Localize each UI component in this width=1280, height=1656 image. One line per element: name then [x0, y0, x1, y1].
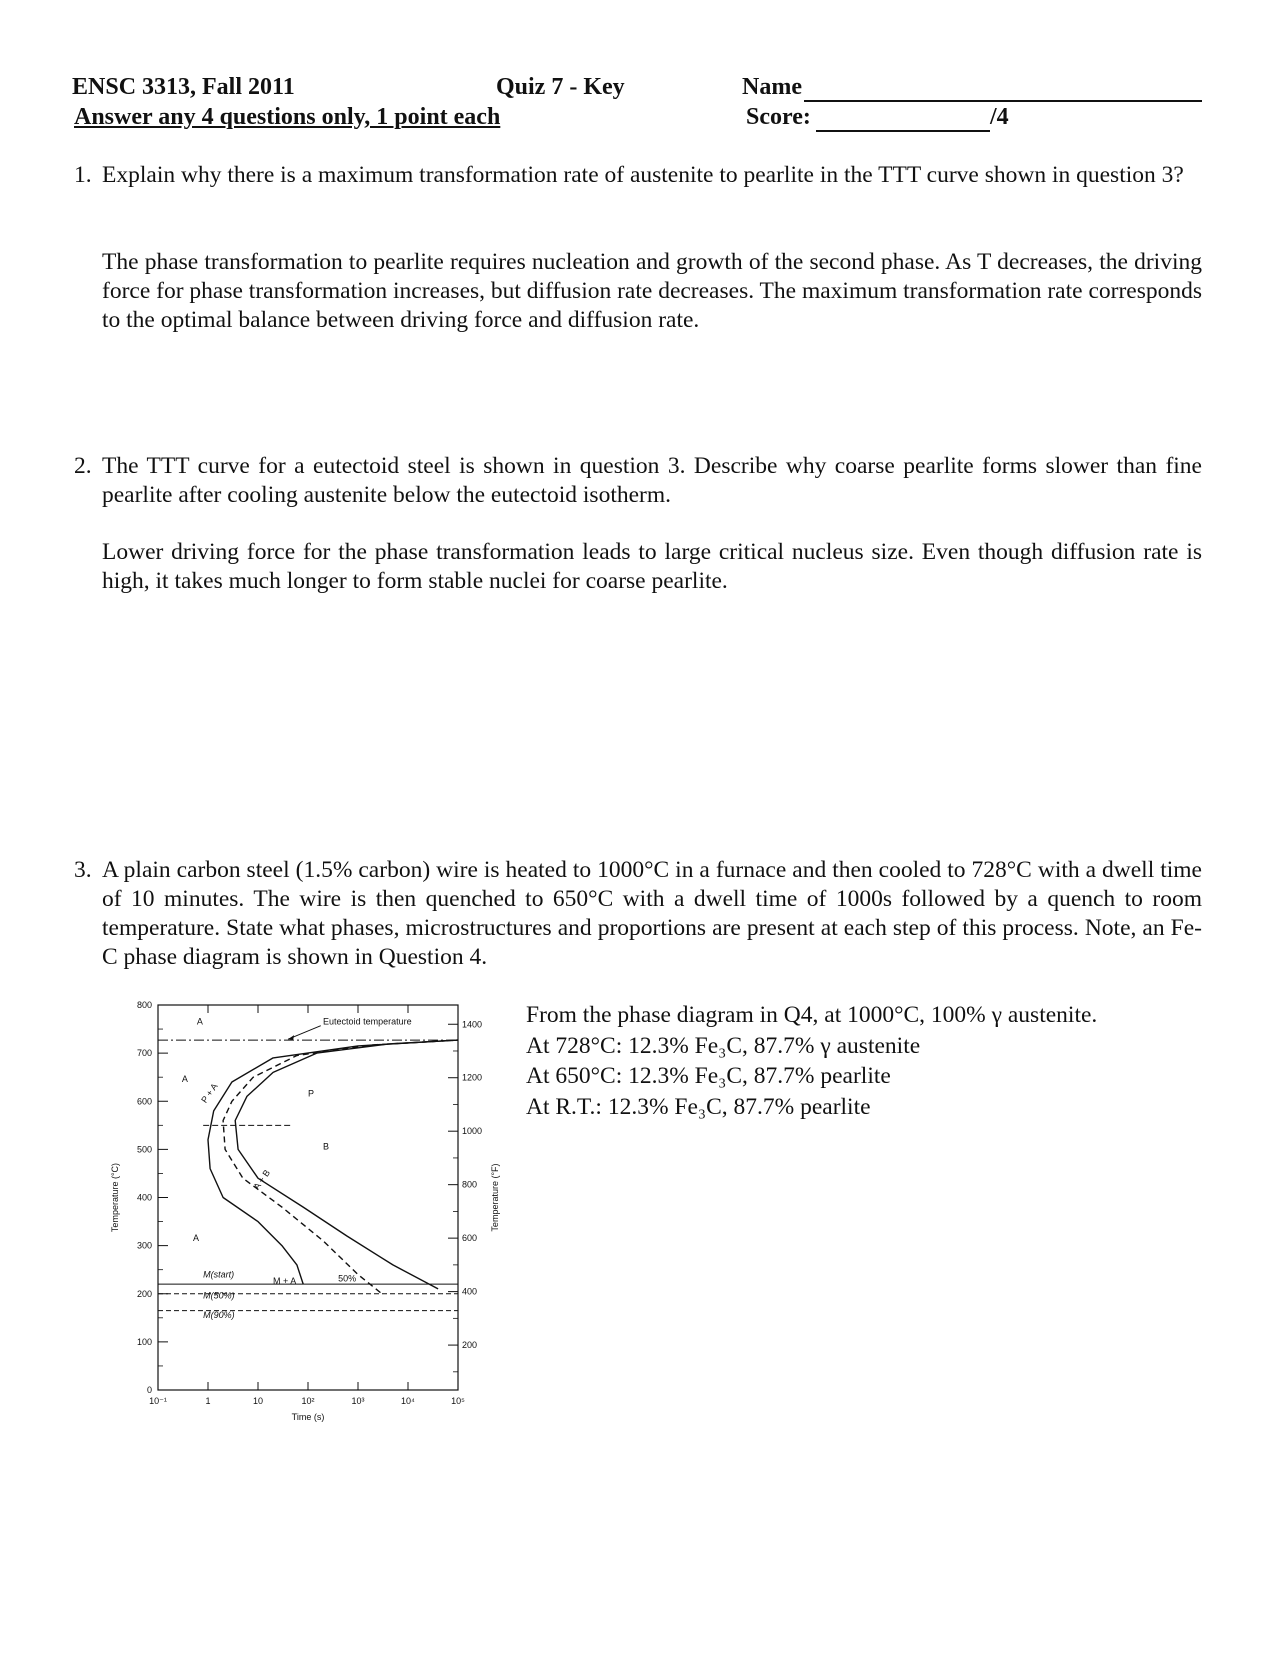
region-label: A [192, 1232, 199, 1243]
plot-frame [158, 1005, 458, 1390]
region-label: 50% [338, 1273, 357, 1284]
y2-tick-label: 600 [462, 1233, 478, 1244]
x-tick-label: 10⁴ [401, 1396, 415, 1406]
region-label: M + A [273, 1276, 297, 1287]
x-tick-label: 10² [301, 1396, 315, 1406]
x-tick-label: 1 [205, 1396, 211, 1406]
y2-tick-label: 1400 [462, 1019, 483, 1030]
answer-1: The phase transformation to pearlite requires nucleation and growth of the second phase. As T decreases, the driving force for phase transformation increases, but diffusion rate decreases. The maximum transformation rate corresponds to the optimal balance between driving force and diffusion rate. [102, 249, 1202, 333]
y-tick-label: 800 [136, 1000, 152, 1010]
answer-3-line-1: From the phase diagram in Q4, at 1000°C, 100% γ austenite. [526, 1002, 1098, 1028]
y-tick-label: 0 [146, 1385, 152, 1395]
y-tick-label: 700 [136, 1048, 152, 1059]
y2-tick-label: 800 [462, 1179, 478, 1190]
x-tick-label: 10⁵ [451, 1396, 465, 1406]
score-total: /4 [990, 104, 1009, 130]
x-tick-label: 10 [252, 1396, 264, 1406]
answer-3-line-2: At 728°C: 12.3% Fe₃C, 87.7% γ austenite [526, 1032, 921, 1059]
y-tick-label: 400 [136, 1192, 152, 1203]
x-axis-label: Time (s) [291, 1412, 325, 1422]
region-label: M(90%) [203, 1309, 235, 1320]
region-label: B [323, 1141, 330, 1152]
eutectoid-label: Eutectoid temperature [323, 1016, 412, 1027]
y-tick-label: 200 [136, 1288, 152, 1299]
y-tick-label: 100 [136, 1336, 152, 1347]
question-2-text: The TTT curve for a eutectoid steel is shown in question 3. Describe why coarse pearlite forms slower than fine pearlite after cooling austenite below the eutectoid isotherm. [102, 453, 1202, 508]
quiz-title: Quiz 7 - Key [496, 74, 625, 100]
curve-start [208, 1040, 458, 1287]
question-2-number: 2. [74, 453, 92, 479]
name-label: Name [742, 74, 802, 100]
y2-tick-label: 1000 [462, 1126, 483, 1137]
answer-3-line-3: At 650°C: 12.3% Fe₃C, 87.7% pearlite [526, 1063, 891, 1089]
region-label: P + A [199, 1081, 220, 1105]
region-label: P [308, 1088, 315, 1099]
region-label: A + B [251, 1167, 273, 1192]
question-3-text: A plain carbon steel (1.5% carbon) wire is heated to 1000°C in a furnace and then cooled to 728°C with a dwell time of 10 minutes. The wire is then quenched to 650°C with a dwell time of 1000s followed by a quench to room temperature. State what phases, microstructures and proportions are present at each step of this process. Note, an Fe-C phase diagram is shown in Question 4. [102, 857, 1202, 970]
y2-tick-label: 1200 [462, 1072, 483, 1083]
x-tick-label: 10⁻¹ [149, 1396, 167, 1406]
region-label: M(50%) [203, 1290, 235, 1301]
question-3-number: 3. [74, 857, 92, 883]
score-field[interactable] [816, 130, 990, 132]
name-field[interactable] [804, 100, 1202, 102]
score-label: Score: [746, 104, 811, 130]
eutectoid-arrowhead [288, 1035, 294, 1040]
question-3 [74, 856, 1202, 972]
y2-axis-label: Temperature (°F) [490, 1163, 500, 1232]
question-1-number: 1. [74, 162, 92, 188]
region-label: A [181, 1074, 188, 1084]
y-tick-label: 500 [136, 1144, 152, 1155]
y-axis-label: Temperature (°C) [110, 1162, 120, 1233]
question-1 [74, 161, 1202, 190]
answer-2: Lower driving force for the phase transformation leads to large critical nucleus size. Even though diffusion rate is high, it takes much longer to form stable nuclei for coarse pearlite. [102, 539, 1202, 594]
curve-finish [235, 1040, 458, 1289]
answer-3-block [526, 1000, 1097, 1122]
x-tick-label: 10³ [351, 1396, 365, 1406]
region-label: A [196, 1016, 203, 1027]
question-2 [74, 452, 1202, 510]
y-tick-label: 300 [136, 1240, 152, 1251]
instructions: Answer any 4 questions only, 1 point each [74, 104, 501, 130]
question-1-text: Explain why there is a maximum transformation rate of austenite to pearlite in the TTT curve shown in question 3? [102, 162, 1184, 188]
course-title: ENSC 3313, Fall 2011 [72, 74, 295, 100]
ttt-chart [100, 985, 520, 1445]
y2-tick-label: 200 [462, 1340, 478, 1351]
y-tick-label: 600 [136, 1096, 152, 1107]
answer-3-line-4: At R.T.: 12.3% Fe₃C, 87.7% pearlite [526, 1093, 871, 1120]
y2-tick-label: 400 [462, 1286, 478, 1297]
region-label: M(start) [203, 1269, 235, 1280]
curve-50% [223, 1040, 458, 1294]
